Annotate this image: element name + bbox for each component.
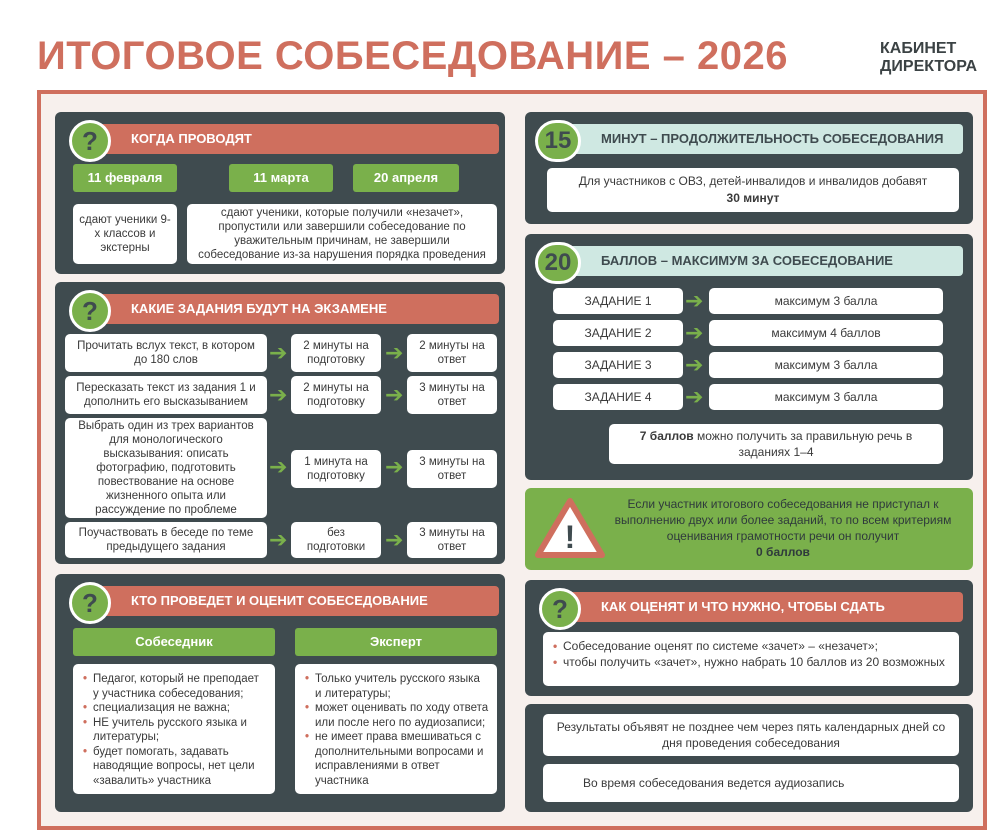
task-row-4-answer: 3 минуты на ответ — [407, 522, 497, 558]
tasks-panel — [55, 282, 505, 564]
warning-text — [607, 496, 959, 560]
warning-panel — [525, 488, 973, 570]
date-mar: 11 марта — [229, 164, 333, 192]
interviewer-list — [73, 664, 275, 794]
list-item: • Педагог, который не преподает у участника собеседования; — [83, 672, 267, 701]
howto-panel — [525, 580, 973, 696]
audio-note: Во время собеседования ведется аудиозапись — [543, 764, 959, 802]
when-desc-other: сдают ученики, которые получили «незачет», пропустили или завершили собеседование по уважительным причинам, не завершили собеседование из-за нарушения порядка проведения — [187, 204, 497, 264]
when-desc-feb: сдают ученики 9-х классов и экстерны — [73, 204, 177, 264]
duration-number-badge: 15 — [535, 120, 581, 162]
task-row-4: Поучаствовать в беседе по теме предыдущего задания — [65, 522, 267, 558]
task-row-3: Выбрать один из трех вариантов для монологического высказывания: описать фотографию, подготовить повествование на основе жизненного опыта или рассуждение по проблеме — [65, 418, 267, 518]
arrow-icon: ➔ — [269, 382, 288, 407]
who-panel — [55, 574, 505, 812]
speech-score-note — [609, 424, 943, 464]
arrow-icon: ➔ — [269, 340, 288, 365]
warning-result: 0 баллов — [756, 545, 810, 559]
question-icon: ? — [69, 120, 111, 162]
warning-icon — [535, 498, 605, 558]
list-item: • Собеседование оценят по системе «зачет» – «незачет»; — [553, 638, 949, 654]
warning-text-body: Если участник итогового собеседования не приступал к выполнению двух или более заданий, то по всем критериям оценивания грамотности речи он получит — [614, 497, 952, 543]
list-item: • специализация не важна; — [83, 701, 267, 716]
warning-icon-glyph: ! — [564, 519, 576, 555]
when-heading: КОГДА ПРОВОДЯТ — [91, 124, 499, 154]
task-row-4-prep: без подготовки — [291, 522, 381, 558]
duration-note — [547, 168, 959, 212]
arrow-icon: ➔ — [385, 382, 404, 407]
score-task-4: ЗАДАНИЕ 4 — [553, 384, 683, 410]
page-title: ИТОГОВОЕ СОБЕСЕДОВАНИЕ – 2026 — [37, 34, 789, 78]
arrow-icon: ➔ — [385, 340, 404, 365]
score-task-3: ЗАДАНИЕ 3 — [553, 352, 683, 378]
arrow-icon: ➔ — [685, 352, 704, 377]
task-row-3-prep: 1 минута на подготовку — [291, 450, 381, 488]
score-max-3: максимум 3 балла — [709, 352, 943, 378]
score-max-4: максимум 3 балла — [709, 384, 943, 410]
arrow-icon: ➔ — [685, 288, 704, 313]
date-apr: 20 апреля — [353, 164, 459, 192]
list-item: • чтобы получить «зачет», нужно набрать 10 баллов из 20 возможных — [553, 654, 949, 670]
brand-line-1: КАБИНЕТ — [880, 40, 957, 57]
list-item: • НЕ учитель русского языка и литературы; — [83, 716, 267, 745]
results-panel — [525, 704, 973, 812]
arrow-icon: ➔ — [269, 527, 288, 552]
interviewer-title: Собеседник — [73, 628, 275, 656]
duration-extra: 30 минут — [726, 191, 780, 205]
results-note: Результаты объявят не позднее чем через пять календарных дней со дня проведения собеседования — [543, 714, 959, 756]
expert-list — [295, 664, 497, 794]
arrow-icon: ➔ — [685, 320, 704, 345]
arrow-icon: ➔ — [385, 527, 404, 552]
when-panel — [55, 112, 505, 274]
speech-score-bold: 7 баллов — [639, 429, 694, 443]
list-item: • будет помогать, задавать наводящие вопросы, нет цели «завалить» участника — [83, 745, 267, 789]
score-task-1: ЗАДАНИЕ 1 — [553, 288, 683, 314]
task-row-2-answer: 3 минуты на ответ — [407, 376, 497, 414]
arrow-icon: ➔ — [685, 384, 704, 409]
brand-line-2: ДИРЕКТОРА — [880, 58, 978, 75]
score-max-2: максимум 4 баллов — [709, 320, 943, 346]
scores-heading: БАЛЛОВ – МАКСИМУМ ЗА СОБЕСЕДОВАНИЕ — [561, 246, 963, 276]
list-item: • не имеет права вмешиваться с дополнительными вопросами и исправлениями в ответ участника — [305, 730, 489, 788]
list-item: • Только учитель русского языка и литературы; — [305, 672, 489, 701]
score-task-2: ЗАДАНИЕ 2 — [553, 320, 683, 346]
speech-score-rest: можно получить за правильную речь в заданиях 1–4 — [693, 429, 913, 459]
task-row-1-answer: 2 минуты на ответ — [407, 334, 497, 372]
question-icon: ? — [69, 290, 111, 332]
duration-note-text: Для участников с ОВЗ, детей-инвалидов и инвалидов добавят — [578, 174, 928, 188]
task-row-3-answer: 3 минуты на ответ — [407, 450, 497, 488]
duration-panel — [525, 112, 973, 224]
task-row-2: Пересказать текст из задания 1 и дополнить его высказыванием — [65, 376, 267, 414]
question-icon: ? — [539, 588, 581, 630]
task-row-2-prep: 2 минуты на подготовку — [291, 376, 381, 414]
task-row-1-prep: 2 минуты на подготовку — [291, 334, 381, 372]
date-feb: 11 февраля — [73, 164, 177, 192]
infographic-frame — [37, 90, 987, 830]
brand-logo — [880, 40, 977, 76]
task-row-1: Прочитать вслух текст, в котором до 180 слов — [65, 334, 267, 372]
arrow-icon: ➔ — [385, 454, 404, 479]
score-number-badge: 20 — [535, 242, 581, 284]
howto-list — [543, 632, 959, 686]
duration-heading: МИНУТ – ПРОДОЛЖИТЕЛЬНОСТЬ СОБЕСЕДОВАНИЯ — [561, 124, 963, 154]
arrow-icon: ➔ — [269, 454, 288, 479]
scores-panel — [525, 234, 973, 480]
tasks-heading: КАКИЕ ЗАДАНИЯ БУДУТ НА ЭКЗАМЕНЕ — [91, 294, 499, 324]
list-item: • может оценивать по ходу ответа или после него по аудиозаписи; — [305, 701, 489, 730]
howto-heading: КАК ОЦЕНЯТ И ЧТО НУЖНО, ЧТОБЫ СДАТЬ — [561, 592, 963, 622]
score-max-1: максимум 3 балла — [709, 288, 943, 314]
who-heading: КТО ПРОВЕДЕТ И ОЦЕНИТ СОБЕСЕДОВАНИЕ — [91, 586, 499, 616]
expert-title: Эксперт — [295, 628, 497, 656]
question-icon: ? — [69, 582, 111, 624]
